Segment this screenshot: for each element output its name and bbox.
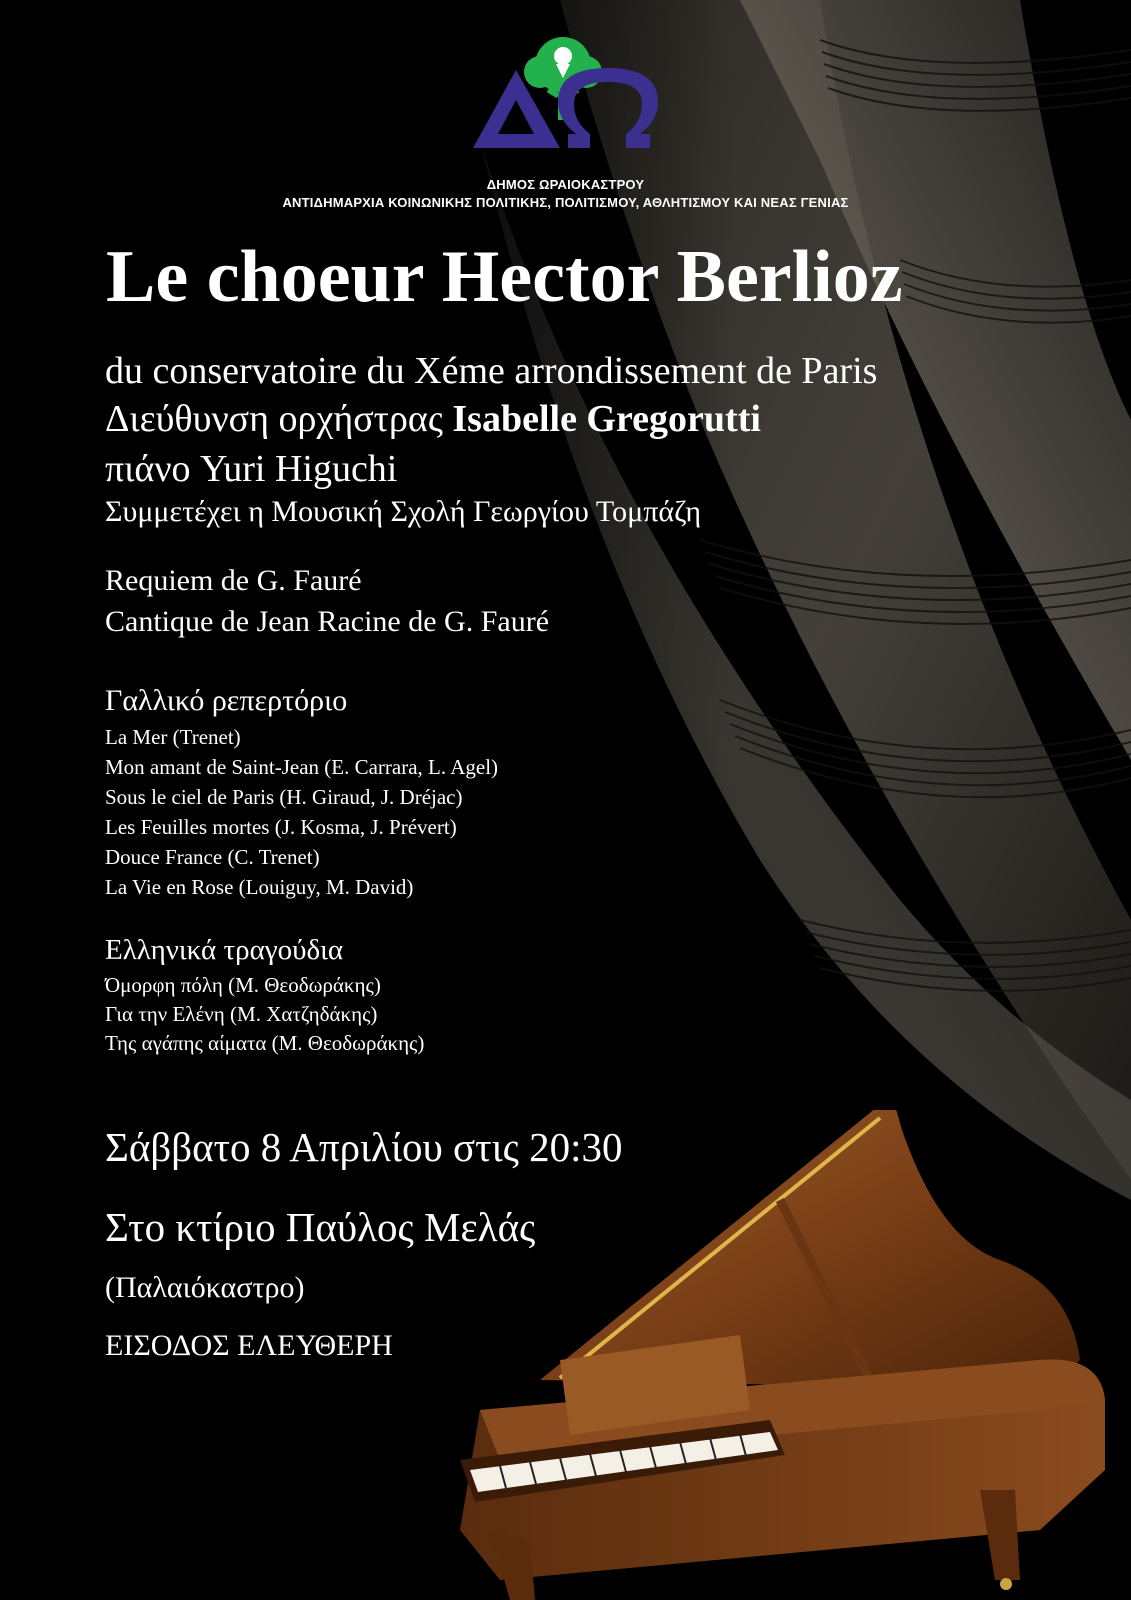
greek-song-item: Της αγάπης αίματα (Μ. Θεοδωράκης): [105, 1031, 425, 1055]
event-venue: Στο κτίριο Παύλος Μελάς: [105, 1204, 536, 1250]
event-area: (Παλαιόκαστρο): [105, 1271, 305, 1304]
event-date: Σάββατο 8 Απριλίου στις 20:30: [105, 1124, 623, 1170]
french-repertoire-heading: Γαλλικό ρεπερτόριο: [105, 684, 348, 717]
french-song-item: La Vie en Rose (Louiguy, M. David): [105, 875, 414, 899]
municipality-logo: [468, 30, 658, 155]
french-song-item: La Mer (Trenet): [105, 725, 241, 749]
piano-line: πιάνο Yuri Higuchi: [105, 448, 398, 490]
poster-title: Le choeur Hector Berlioz: [106, 236, 903, 318]
subtitle: du conservatoire du Xéme arrondissement de Paris: [105, 350, 878, 392]
admission-notice: ΕΙΣΟΔΟΣ ΕΛΕΥΘΕΡΗ: [105, 1329, 393, 1362]
department-name: ΑΝΤΙΔΗΜΑΡΧΙΑ ΚΟΙΝΩΝΙΚΗΣ ΠΟΛΙΤΙΚΗΣ, ΠΟΛΙΤΙΣΜΟΥ, ΑΘΛΗΤΙΣΜΟΥ ΚΑΙ ΝΕΑΣ ΓΕΝΙΑΣ: [282, 195, 849, 210]
french-song-item: Douce France (C. Trenet): [105, 845, 320, 869]
conductor-line: [105, 400, 761, 438]
greek-songs-heading: Ελληνικά τραγούδια: [105, 934, 344, 966]
conductor-name: Isabelle Gregorutti: [452, 398, 761, 440]
french-song-item: Sous le ciel de Paris (H. Giraud, J. Dréjac): [105, 785, 463, 809]
participation-line: Συμμετέχει η Μουσική Σχολή Γεωργίου Τομπάζη: [105, 495, 702, 528]
french-song-item: Les Feuilles mortes (J. Kosma, J. Prévert): [105, 815, 457, 839]
french-song-item: Mon amant de Saint-Jean (E. Carrara, L. Agel): [105, 755, 499, 779]
work-item: Requiem de G. Fauré: [105, 564, 362, 597]
greek-song-item: Όμορφη πόλη (Μ. Θεοδωράκης): [105, 973, 381, 997]
greek-song-item: Για την Ελένη (Μ. Χατζηδάκης): [105, 1002, 378, 1026]
work-item: Cantique de Jean Racine de G. Fauré: [105, 605, 550, 638]
conductor-label: Διεύθυνση ορχήστρας: [105, 398, 453, 440]
grand-piano-image: [440, 1110, 1131, 1600]
municipality-name: ΔΗΜΟΣ ΩΡΑΙΟΚΑΣΤΡΟΥ: [486, 177, 645, 192]
